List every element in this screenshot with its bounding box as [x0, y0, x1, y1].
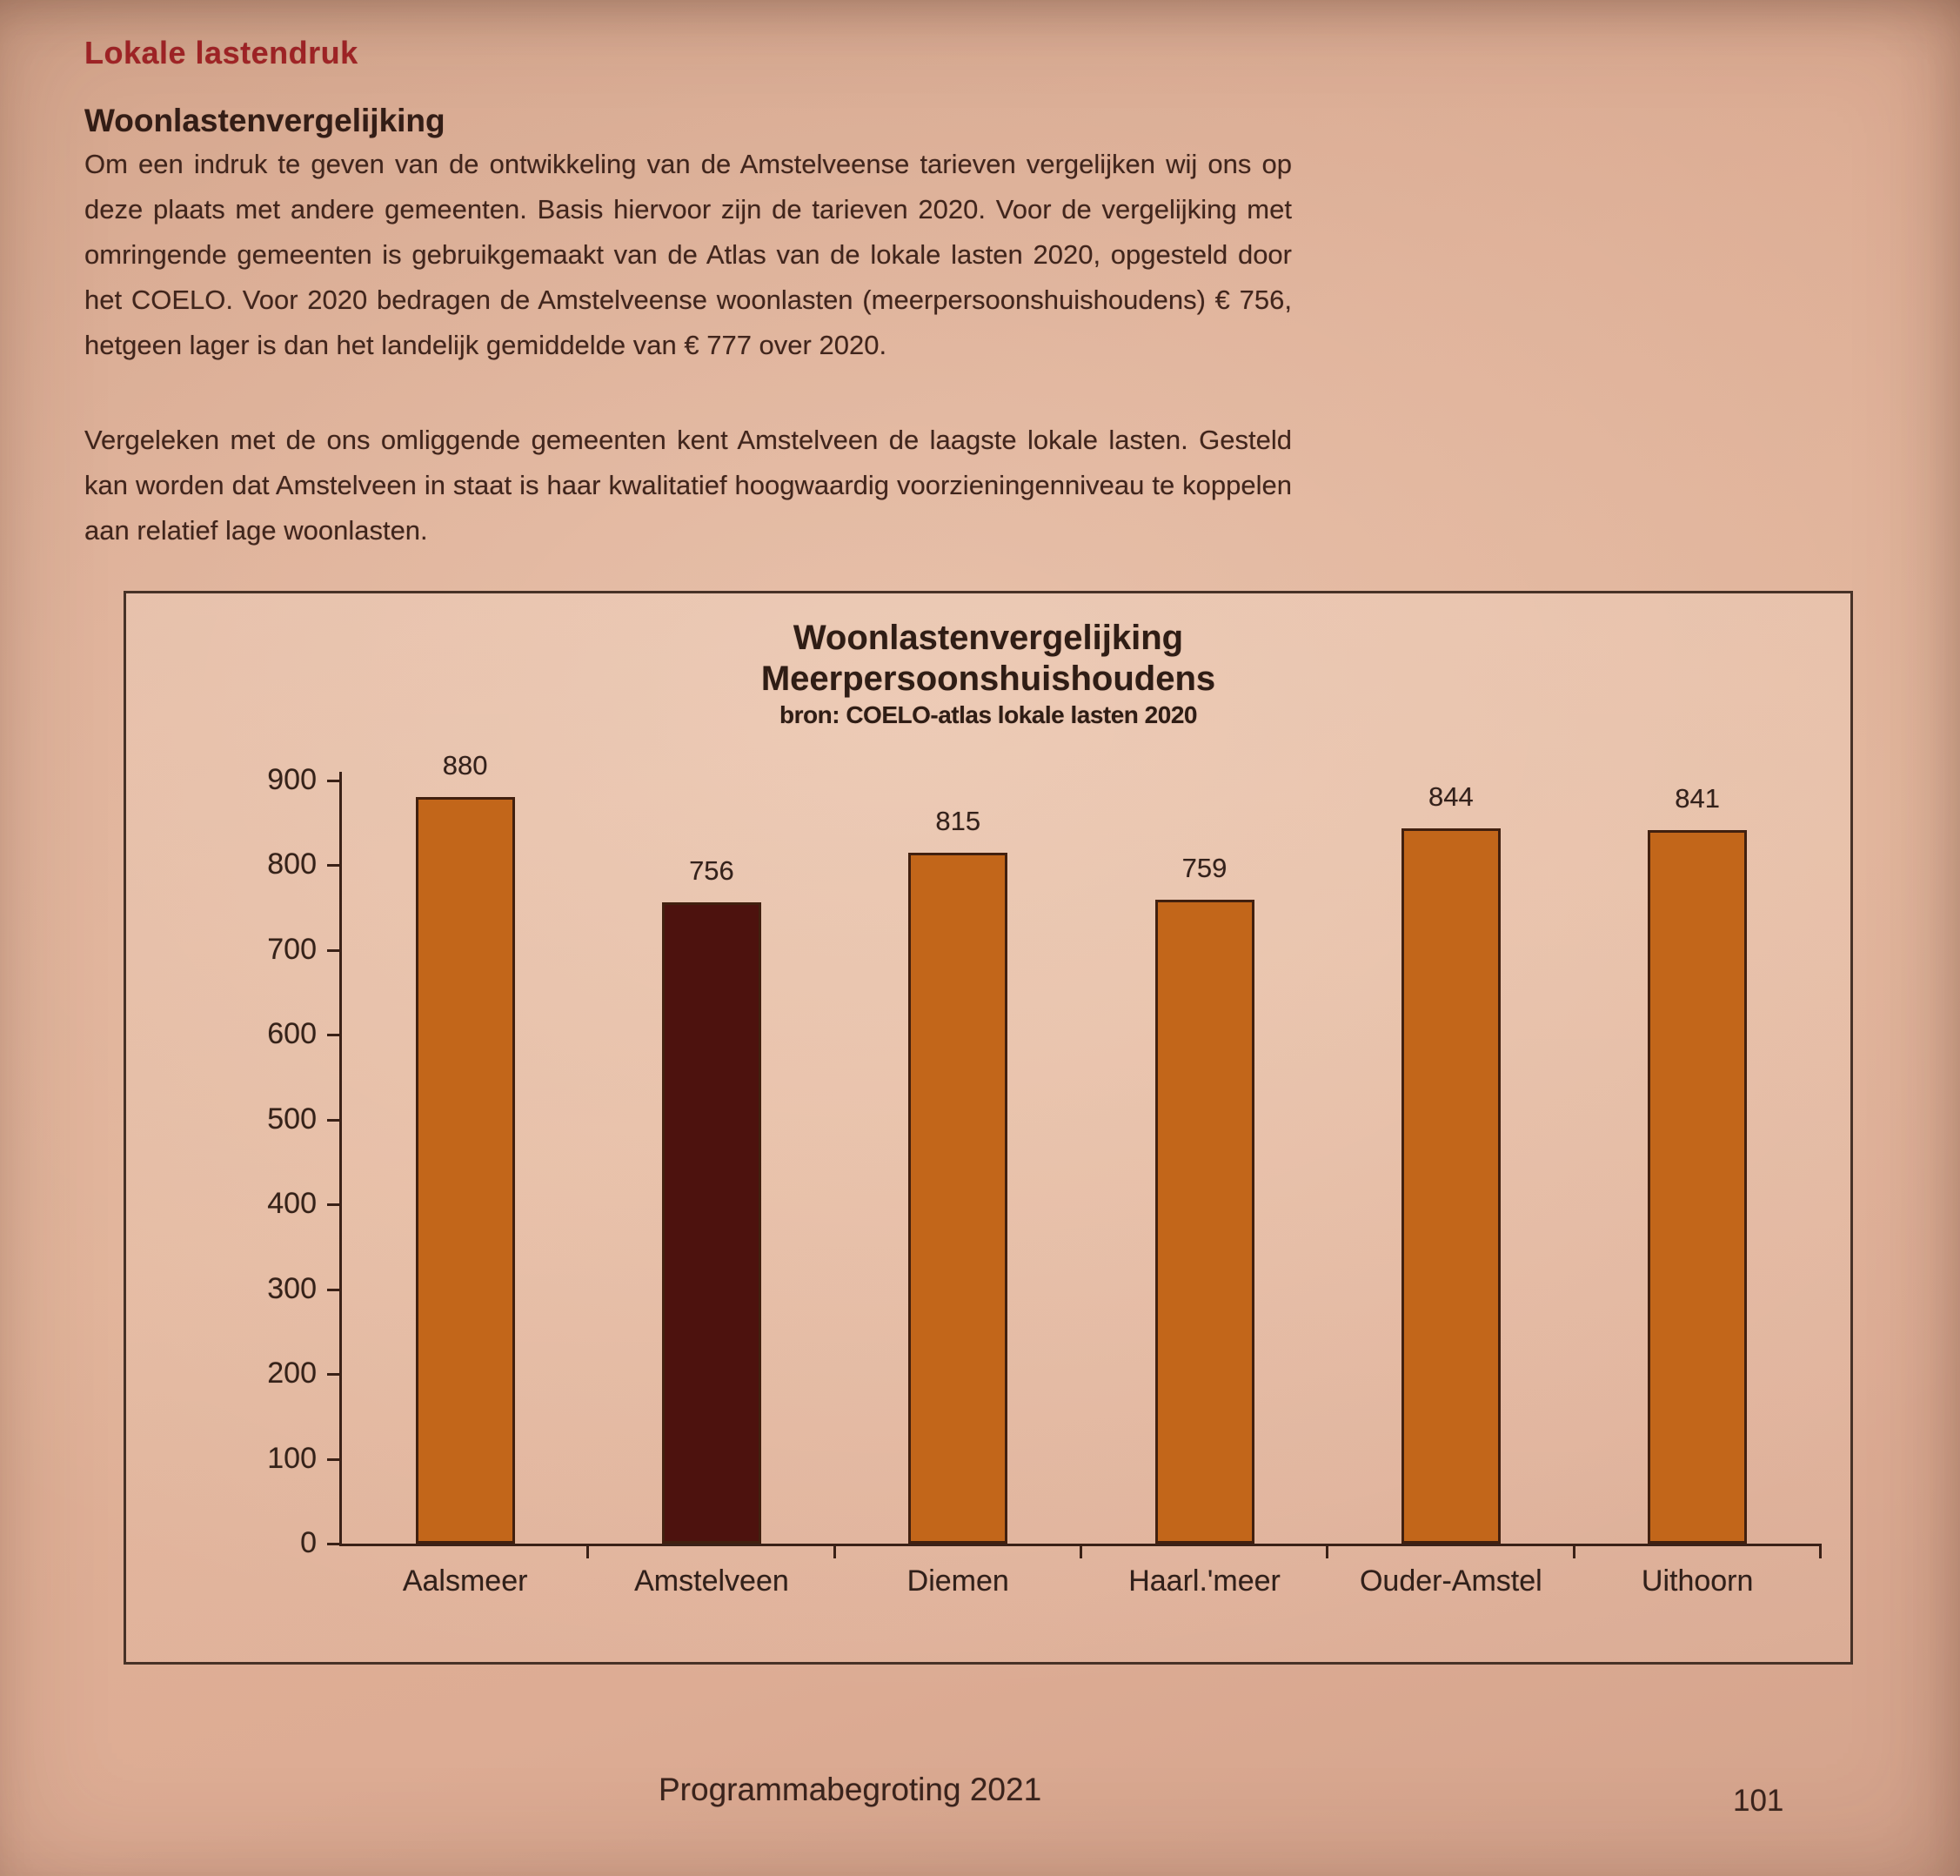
footer-title: Programmabegroting 2021	[659, 1772, 1042, 1807]
y-tick-label: 0	[300, 1526, 317, 1559]
y-axis-tick	[327, 1119, 339, 1122]
y-axis-tick	[327, 1543, 339, 1545]
y-axis-tick	[327, 864, 339, 867]
y-axis-tick	[327, 949, 339, 952]
woonlasten-chart	[124, 591, 1853, 1665]
x-axis-tick	[1819, 1544, 1822, 1558]
subsection-heading: Woonlastenvergelijking	[84, 103, 445, 138]
bar-diemen	[908, 853, 1007, 1544]
bar-value-label: 759	[1181, 853, 1228, 884]
y-tick-label: 100	[267, 1441, 317, 1475]
y-axis-tick	[327, 1289, 339, 1291]
y-axis-tick	[327, 1034, 339, 1036]
y-tick-label: 900	[267, 763, 317, 796]
plot-area	[126, 593, 1850, 1662]
chart-source: bron: COELO-atlas lokale lasten 2020	[779, 701, 1197, 728]
paragraph-woonlastenvergelijking: Om een indruk te geven van de ontwikkeling van de Amstelveense tarieven vergelijken wij ons op deze plaats met andere gemeenten. Basis hiervoor zijn de tarieven 2020. Voor de vergelijking met omringende gemeenten is gebruikgemaakt van de Atlas van de lokale lasten 2020, opgesteld door het COELO. Voor 2020 bedragen de Amstelveense woonlasten (meerpersoonshuishoudens) € 756, hetgeen lager is dan het landelijk gemiddelde van € 777 over 2020.	[84, 149, 1292, 360]
page-number: 101	[1733, 1784, 1784, 1818]
y-axis-tick	[327, 1458, 339, 1461]
category-label: Amstelveen	[634, 1564, 789, 1598]
y-axis-line	[339, 772, 342, 1546]
y-tick-label: 200	[267, 1357, 317, 1390]
category-label: Diemen	[906, 1564, 1009, 1598]
category-label: Uithoorn	[1641, 1564, 1754, 1598]
category-label: Ouder-Amstel	[1359, 1564, 1542, 1598]
chart-subtitle: Meerpersoonshuishoudens	[760, 660, 1216, 698]
x-axis-tick	[1573, 1544, 1575, 1558]
x-axis-tick	[1326, 1544, 1328, 1558]
bar-value-label: 815	[935, 805, 981, 836]
bar-aalsmeer	[416, 797, 515, 1544]
x-axis-tick	[1080, 1544, 1082, 1558]
section-heading: Lokale lastendruk	[84, 35, 358, 70]
bar-value-label: 880	[442, 750, 488, 781]
y-axis-tick	[327, 780, 339, 782]
x-axis-tick	[586, 1544, 589, 1558]
y-axis-tick	[327, 1373, 339, 1376]
chart-title: Woonlastenvergelijking	[793, 619, 1184, 657]
x-axis-tick	[833, 1544, 836, 1558]
y-axis-tick	[327, 1203, 339, 1206]
y-tick-label: 400	[267, 1187, 317, 1221]
y-tick-label: 700	[267, 932, 317, 966]
paragraph-vergelijking-gemeenten: Vergeleken met de ons omliggende gemeenten kent Amstelveen de laagste lokale lasten. Gesteld kan worden dat Amstelveen in staat is haar kwalitatief hoogwaardig voorzieningenniveau te koppelen aan relatief lage woonlasten.	[84, 425, 1292, 546]
bar-uithoorn	[1648, 830, 1747, 1544]
bar-value-label: 841	[1675, 783, 1720, 814]
bar-haarlmeer	[1155, 900, 1254, 1544]
category-label: Haarl.'meer	[1128, 1564, 1281, 1598]
y-tick-label: 300	[267, 1271, 317, 1305]
bar-value-label: 844	[1428, 781, 1474, 812]
bar-amstelveen	[662, 902, 761, 1544]
y-tick-label: 800	[267, 848, 317, 881]
category-label: Aalsmeer	[402, 1564, 528, 1598]
y-tick-label: 500	[267, 1102, 317, 1136]
bar-ouderamstel	[1401, 828, 1501, 1544]
bar-value-label: 756	[689, 855, 734, 887]
y-tick-label: 600	[267, 1017, 317, 1051]
